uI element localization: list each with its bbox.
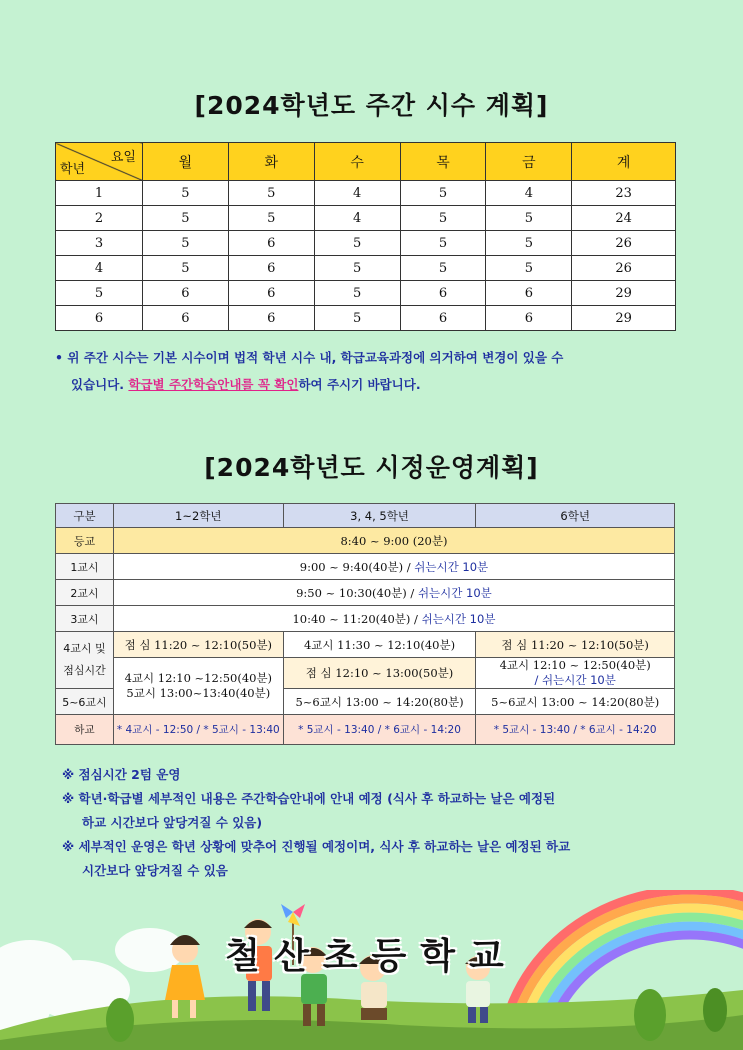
- note-text: 있습니다.: [71, 377, 129, 392]
- hours-cell: 5: [400, 206, 486, 231]
- hours-cell: 6: [486, 281, 572, 306]
- row-label-line: 점심시간: [63, 664, 106, 677]
- note-line: ※ 학년·학급별 세부적인 내용은 주간학습안내에 안내 예정 (식사 후 하교하는 날은 예정된: [62, 791, 556, 806]
- school-name: 철산초등학교: [225, 936, 518, 977]
- row-label: 5~6교시: [56, 689, 114, 715]
- note-line: 하교 시간보다 앞당겨질 수 있음): [82, 815, 263, 830]
- hours-cell: 26: [572, 256, 676, 281]
- hours-cell: 4: [314, 181, 400, 206]
- table-row: [56, 181, 676, 206]
- weekly-note: [55, 344, 700, 398]
- g12-periods: [113, 658, 283, 715]
- period-time: [113, 606, 674, 632]
- g6-lunch: 점 심 11:20 ~ 12:10(50분): [476, 632, 675, 658]
- table-row: [56, 231, 676, 256]
- column-header: 구분: [56, 504, 114, 528]
- arrival-time: 8:40 ~ 9:00 (20분): [113, 528, 674, 554]
- break-text: 쉬는시간 10분: [414, 559, 489, 574]
- note-line: 시간보다 앞당겨질 수 있음: [82, 863, 228, 878]
- g6-dismissal: * 5교시 - 13:40 / * 6교시 - 14:20: [476, 715, 675, 745]
- hours-cell: 6: [228, 306, 314, 331]
- hours-cell: 24: [572, 206, 676, 231]
- hours-cell: 29: [572, 281, 676, 306]
- grade-cell: 3: [56, 231, 143, 256]
- row-label: [56, 632, 114, 689]
- table-row: [56, 206, 676, 231]
- row-label: 1교시: [56, 554, 114, 580]
- table-row: [56, 281, 676, 306]
- note-text: 하여 주시기 바랍니다.: [298, 377, 421, 392]
- g6-period56: 5~6교시 13:00 ~ 14:20(80분): [476, 689, 675, 715]
- hours-cell: 5: [400, 256, 486, 281]
- g12-period4: 4교시 12:10 ~12:50(40분): [124, 671, 273, 685]
- break-text: 쉬는시간 10분: [421, 611, 496, 626]
- corner-grade-label: 학년: [60, 162, 86, 177]
- day-header: 월: [143, 143, 229, 181]
- g345-lunch: 점 심 12:10 ~ 13:00(50분): [283, 658, 476, 689]
- hours-cell: 5: [314, 231, 400, 256]
- hours-cell: 5: [400, 231, 486, 256]
- g12-dismissal: * 4교시 - 12:50 / * 5교시 - 13:40: [113, 715, 283, 745]
- grade-cell: 1: [56, 181, 143, 206]
- grade-cell: 5: [56, 281, 143, 306]
- day-header: 목: [400, 143, 486, 181]
- hours-cell: 6: [143, 281, 229, 306]
- grade-cell: 6: [56, 306, 143, 331]
- corner-day-label: 요일: [110, 150, 136, 165]
- hours-cell: 5: [143, 206, 229, 231]
- hours-cell: 5: [143, 256, 229, 281]
- table-header-row: [56, 143, 676, 181]
- hours-cell: 5: [486, 256, 572, 281]
- day-header: 수: [314, 143, 400, 181]
- table-row: [56, 256, 676, 281]
- period-time: [113, 580, 674, 606]
- grade-cell: 4: [56, 256, 143, 281]
- lunch-row-2: [56, 658, 675, 689]
- note-line: ※ 세부적인 운영은 학년 상황에 맞추어 진행될 예정이며, 식사 후 하교하는 날은 예정된 하교: [62, 839, 571, 854]
- grade-cell: 2: [56, 206, 143, 231]
- schedule-title: [2024학년도 시정운영계획]: [204, 453, 539, 482]
- period-time-text: 9:50 ~ 10:30(40분) /: [296, 585, 418, 600]
- hours-cell: 23: [572, 181, 676, 206]
- hours-cell: 5: [314, 306, 400, 331]
- lunch-row-1: [56, 632, 675, 658]
- g12-lunch: 점 심 11:20 ~ 12:10(50분): [113, 632, 283, 658]
- note-line: ※ 점심시간 2텀 운영: [62, 767, 181, 782]
- row-label: 3교시: [56, 606, 114, 632]
- corner-cell: [56, 143, 143, 181]
- hours-cell: 5: [143, 181, 229, 206]
- hours-cell: 5: [228, 181, 314, 206]
- period-row: [56, 606, 675, 632]
- hours-cell: 4: [314, 206, 400, 231]
- g345-dismissal: * 5교시 - 13:40 / * 6교시 - 14:20: [283, 715, 476, 745]
- table-header-row: [56, 504, 675, 528]
- note-highlight: 학급별 주간학습안내를 꼭 확인: [128, 377, 299, 392]
- g345-period56: 5~6교시 13:00 ~ 14:20(80분): [283, 689, 476, 715]
- weekly-hours-table: [55, 142, 676, 331]
- row-label: 하교: [56, 715, 114, 745]
- g12-period5: 5교시 13:00~13:40(40분): [126, 686, 271, 700]
- hours-cell: 6: [143, 306, 229, 331]
- hours-cell: 5: [486, 231, 572, 256]
- schedule-table: [55, 503, 675, 745]
- period-row: [56, 580, 675, 606]
- g345-period4: 4교시 11:30 ~ 12:10(40분): [283, 632, 476, 658]
- hours-cell: 5: [143, 231, 229, 256]
- total-header: 계: [572, 143, 676, 181]
- weekly-note-line2: [55, 371, 700, 398]
- dismissal-row: [56, 715, 675, 745]
- arrival-row: [56, 528, 675, 554]
- period-row: [56, 554, 675, 580]
- hours-cell: 5: [486, 206, 572, 231]
- period-time-text: 9:00 ~ 9:40(40분) /: [299, 559, 415, 574]
- break-text: 쉬는시간 10분: [417, 585, 492, 600]
- hours-cell: 5: [314, 281, 400, 306]
- row-label: 2교시: [56, 580, 114, 606]
- g6-break: / 쉬는시간 10분: [534, 673, 616, 687]
- schedule-notes: [62, 763, 702, 883]
- row-label-line: 4교시 및: [63, 642, 106, 655]
- column-header: 3, 4, 5학년: [283, 504, 476, 528]
- period-time-text: 10:40 ~ 11:20(40분) /: [292, 611, 422, 626]
- day-header: 화: [228, 143, 314, 181]
- hours-cell: 5: [400, 181, 486, 206]
- table-row: [56, 306, 676, 331]
- column-header: 6학년: [476, 504, 675, 528]
- hours-cell: 5: [314, 256, 400, 281]
- hours-cell: 26: [572, 231, 676, 256]
- g6-period4-time: 4교시 12:10 ~ 12:50(40분): [499, 658, 651, 672]
- column-header: 1~2학년: [113, 504, 283, 528]
- hours-cell: 4: [486, 181, 572, 206]
- hours-cell: 5: [228, 206, 314, 231]
- row-label: 등교: [56, 528, 114, 554]
- weekly-title: [2024학년도 주간 시수 계획]: [194, 91, 549, 120]
- g6-period4: [476, 658, 675, 689]
- hours-cell: 29: [572, 306, 676, 331]
- hours-cell: 6: [228, 256, 314, 281]
- period-time: [113, 554, 674, 580]
- hours-cell: 6: [486, 306, 572, 331]
- hours-cell: 6: [400, 306, 486, 331]
- hours-cell: 6: [228, 281, 314, 306]
- day-header: 금: [486, 143, 572, 181]
- hours-cell: 6: [400, 281, 486, 306]
- weekly-note-line1: • 위 주간 시수는 기본 시수이며 법적 학년 시수 내, 학급교육과정에 의거하여 변경이 있을 수: [55, 350, 564, 365]
- hours-cell: 6: [228, 231, 314, 256]
